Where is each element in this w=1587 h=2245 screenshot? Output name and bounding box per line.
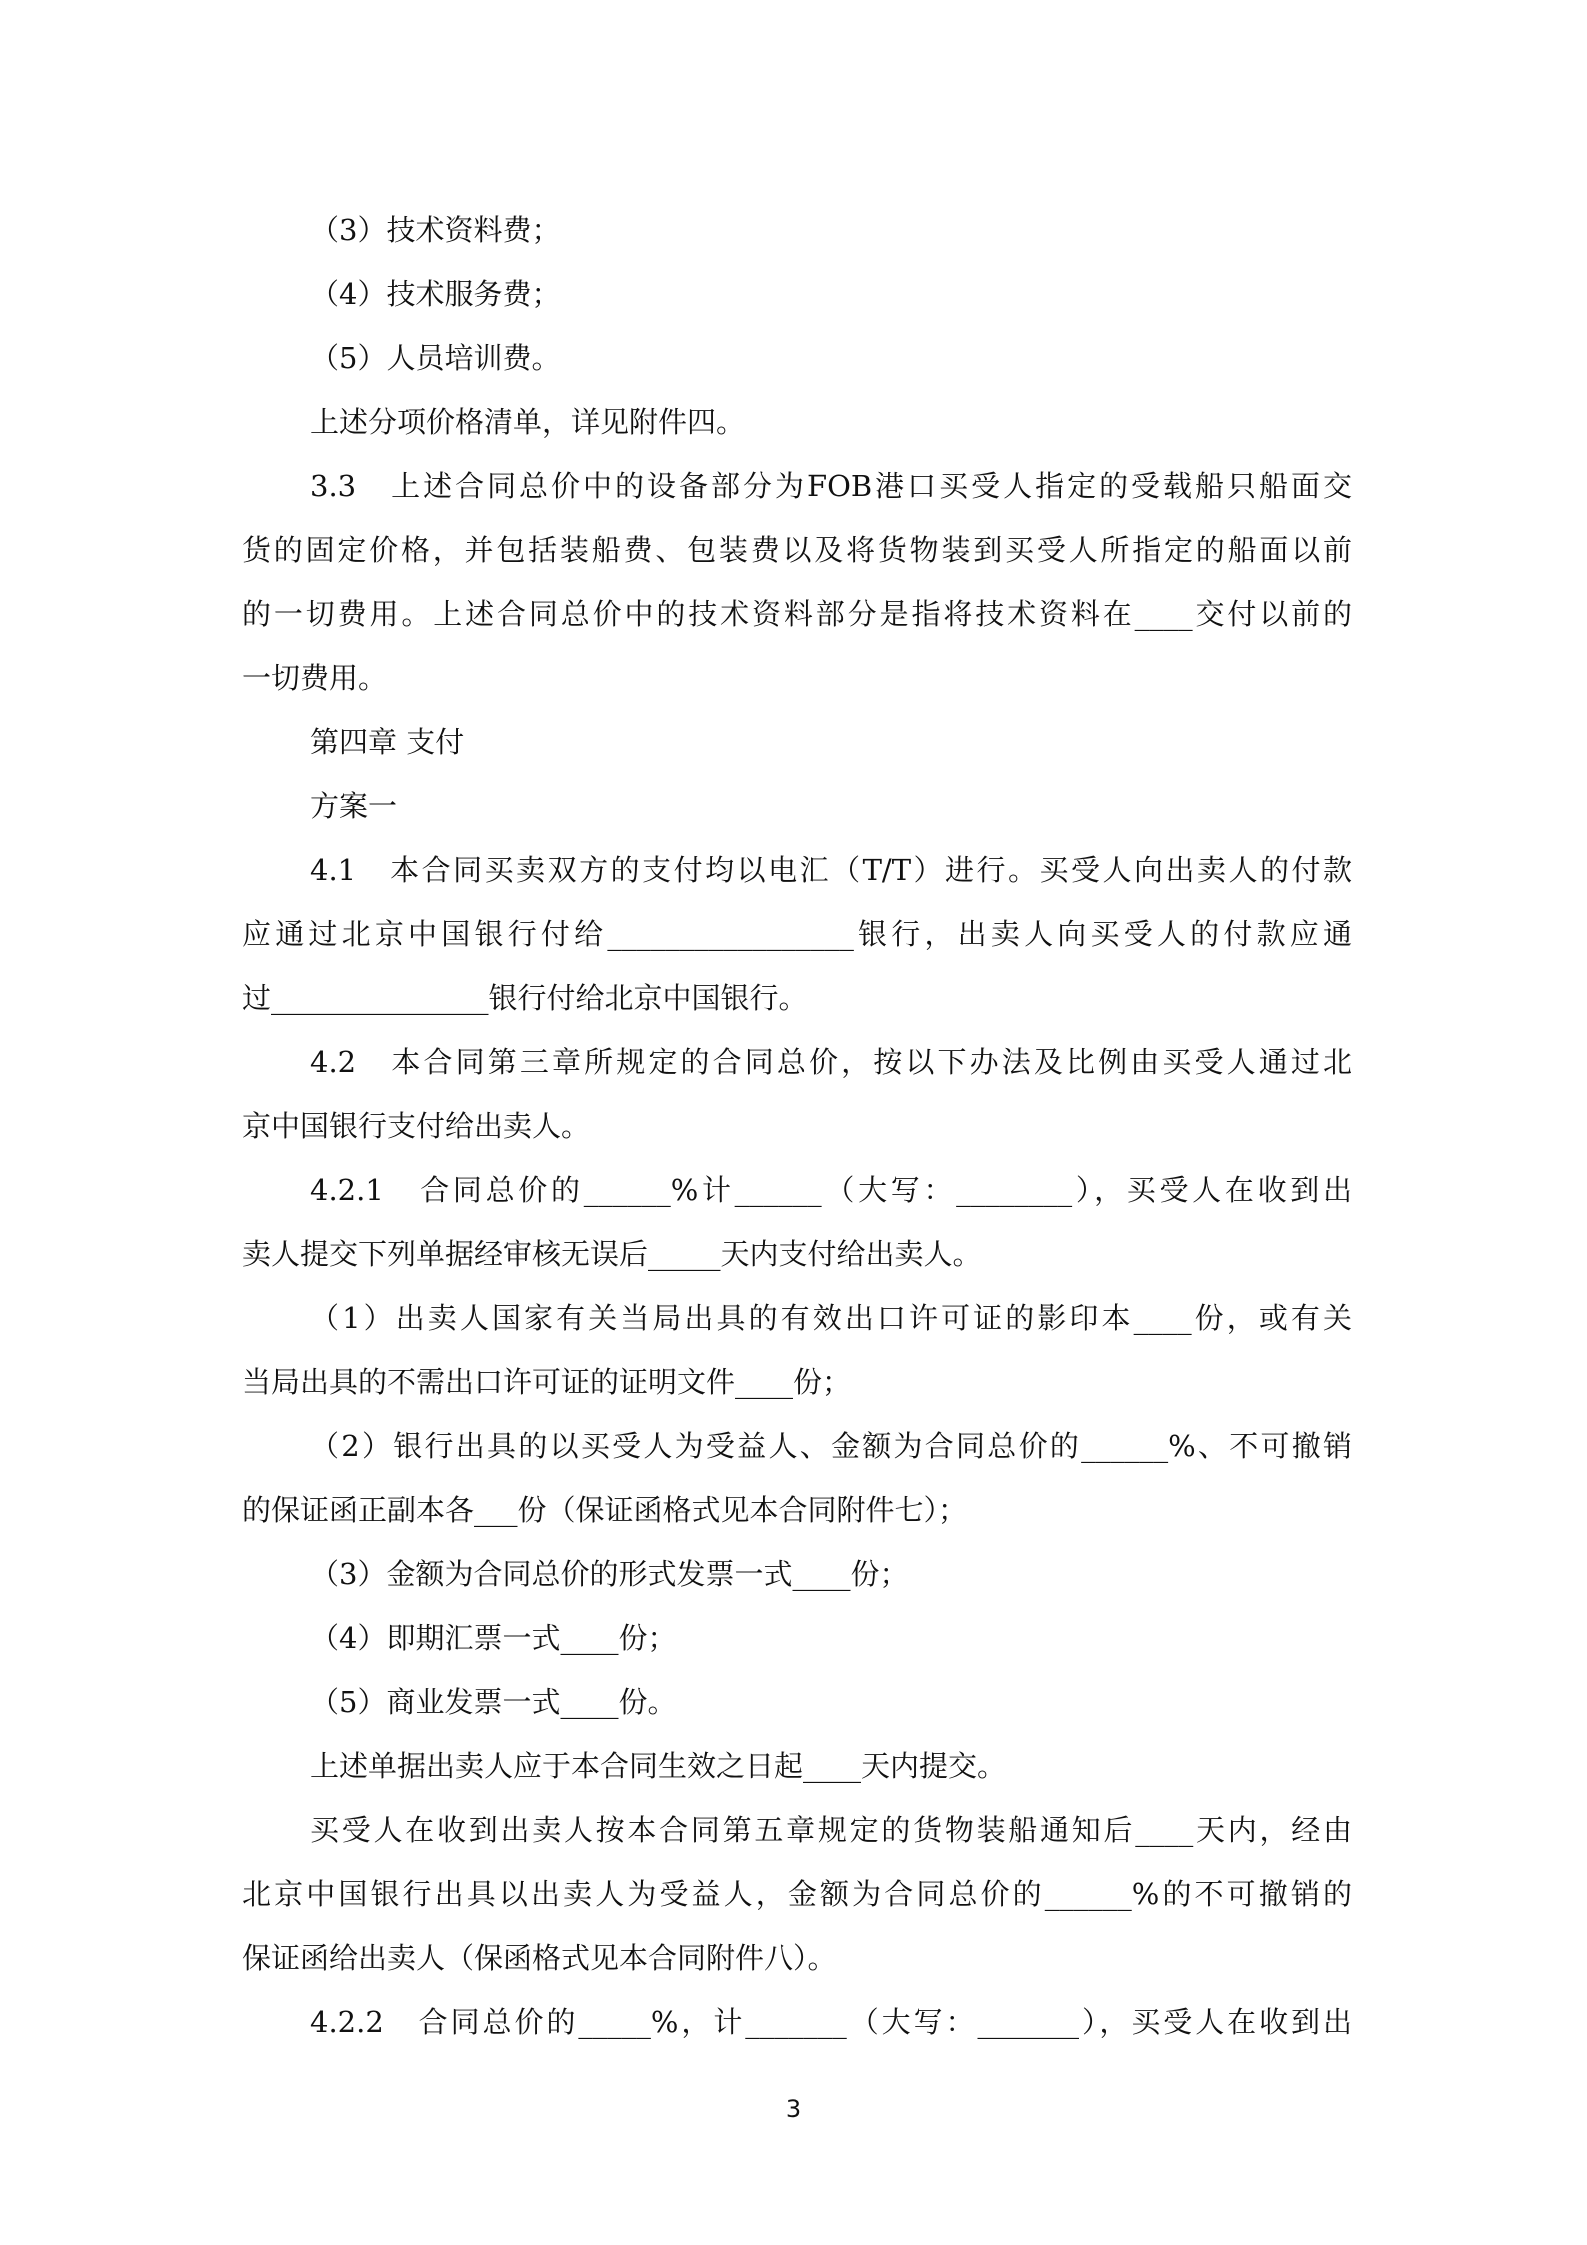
paragraph-price-list-note: 上述分项价格清单，详见附件四。 xyxy=(310,405,746,439)
clause-3-3-line-3: 的一切费用。上述合同总价中的技术资料部分是指将技术资料在____交付以前的 xyxy=(242,597,1352,631)
document-item-2-line-2: 的保证函正副本各___份（保证函格式见本合同附件七）； xyxy=(242,1493,968,1527)
clause-4-2-1-line-2: 卖人提交下列单据经审核无误后_____天内支付给出卖人。 xyxy=(242,1237,982,1271)
clause-4-2-line-1: 4.2 本合同第三章所规定的合同总价，按以下办法及比例由买受人通过北 xyxy=(310,1045,1352,1079)
page-number: 3 xyxy=(785,2095,802,2123)
document-item-1-line-2: 当局出具的不需出口许可证的证明文件____份； xyxy=(242,1365,852,1399)
paragraph-guarantee-line-1: 买受人在收到出卖人按本合同第五章规定的货物装船通知后____天内，经由 xyxy=(310,1813,1352,1847)
document-item-3: （3）金额为合同总价的形式发票一式____份； xyxy=(310,1557,909,1591)
clause-3-3-line-4: 一切费用。 xyxy=(242,661,388,695)
list-item-training-fee: （5）人员培训费。 xyxy=(310,341,561,375)
paragraph-submission-deadline: 上述单据出卖人应于本合同生效之日起____天内提交。 xyxy=(310,1749,1007,1783)
clause-4-1-line-1: 4.1 本合同买卖双方的支付均以电汇（T/T）进行。买受人向出卖人的付款 xyxy=(310,853,1352,887)
document-item-1-line-1: （1）出卖人国家有关当局出具的有效出口许可证的影印本____份，或有关 xyxy=(310,1301,1352,1335)
document-body xyxy=(242,198,1352,2054)
list-item-technical-service-fee: （4）技术服务费； xyxy=(310,277,561,311)
clause-3-3-line-1: 3.3 上述合同总价中的设备部分为FOB港口买受人指定的受载船只船面交 xyxy=(310,469,1352,503)
clause-4-2-1-line-1: 4.2.1 合同总价的______%计______（大写：________），买受人在收到出 xyxy=(310,1173,1352,1207)
document-item-5: （5）商业发票一式____份。 xyxy=(310,1685,677,1719)
list-item-technical-documentation-fee: （3）技术资料费； xyxy=(310,213,561,247)
option-heading: 方案一 xyxy=(310,789,398,823)
paragraph-guarantee-line-3: 保证函给出卖人（保函格式见本合同附件八）。 xyxy=(242,1941,837,1975)
paragraph-guarantee-line-2: 北京中国银行出具以出卖人为受益人，金额为合同总价的______%的不可撤销的 xyxy=(242,1877,1352,1911)
clause-4-2-line-2: 京中国银行支付给出卖人。 xyxy=(242,1109,591,1143)
chapter-heading-payment: 第四章 支付 xyxy=(310,725,465,759)
clause-4-1-line-3: 过_______________银行付给北京中国银行。 xyxy=(242,981,808,1015)
document-item-4: （4）即期汇票一式____份； xyxy=(310,1621,677,1655)
document-item-2-line-1: （2）银行出具的以买受人为受益人、金额为合同总价的______%、不可撤销 xyxy=(310,1429,1352,1463)
clause-4-1-line-2: 应通过北京中国银行付给_________________银行，出卖人向买受人的付款应通 xyxy=(242,917,1352,951)
clause-4-2-2-line-1: 4.2.2 合同总价的_____%，计_______（大写：_______），买受人在收到出 xyxy=(310,2005,1352,2039)
clause-3-3-line-2: 货的固定价格，并包括装船费、包装费以及将货物装到买受人所指定的船面以前 xyxy=(242,533,1352,567)
